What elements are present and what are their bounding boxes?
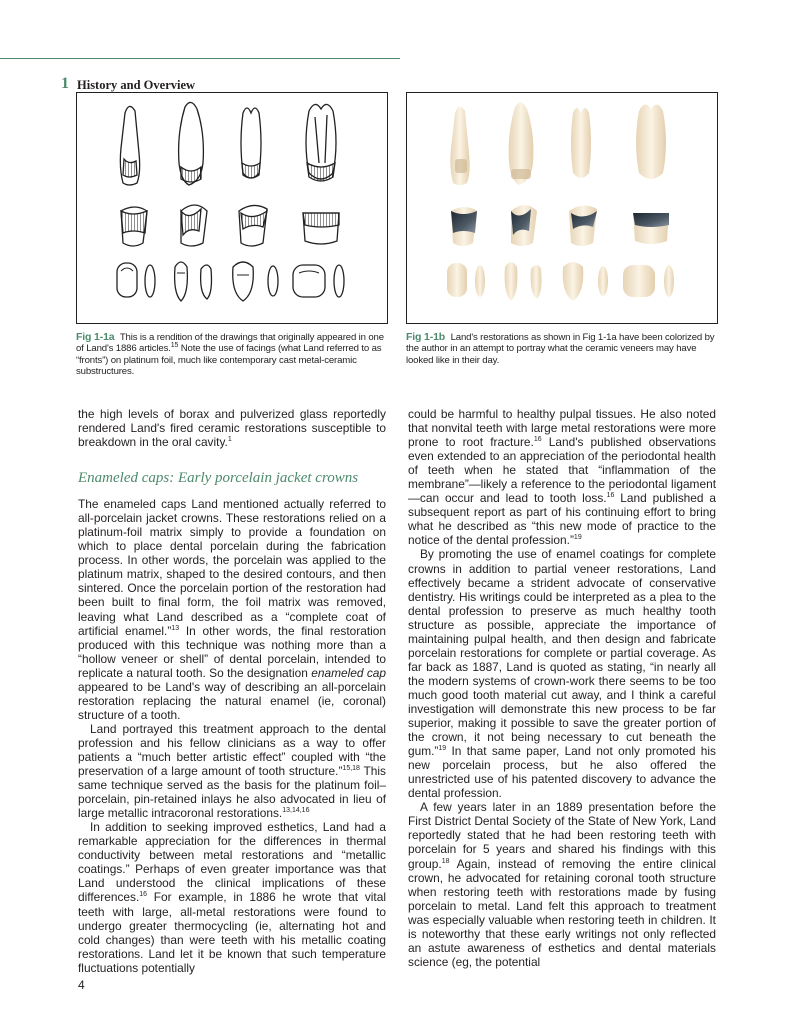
caption-text: This is a rendition of the drawings that originally appeared in one of Land's 1886 articles. [76, 332, 384, 355]
citation: 16 [533, 436, 542, 444]
paragraph [78, 497, 386, 722]
citation: 18 [441, 857, 450, 865]
text: The enameled caps Land mentioned actually referred to all-porcelain jacket crowns. These restorations relied on a platinum-foil matrix simply to provide a foundation on which to place dental porcelain during the fabrication process. In other words, the porcelain was applied to the platinum matrix, shaped to the desired contours, and then sintered. Once the porcelain portion of the restoration had been built to final form, the foil matrix was removed, leaving what Land described as a “complete coat of artificial enamel.” [78, 497, 386, 638]
text: This same technique served as the basis for the platinum foil–porcelain, pin-retained inlays he also advocated in lieu of large metallic intracoronal restorations. [78, 764, 386, 821]
text: For example, in 1886 he wrote that vital teeth with large, all-metal restorations were found to undergo greater thermocycling (ie, alternating hot and cold changes) than were teeth with his metallic coating restorations. Land let it be known that such temperature fluctuations potentially [78, 890, 386, 975]
section-heading: Enameled caps: Early porcelain jacket crowns [78, 470, 359, 487]
text: Land portrayed this treatment approach to the dental profession and his fellow clinicians as a way to offer patients a “much better artistic effect” coupled with “the preservation of a large amount of tooth structure.” [78, 721, 386, 779]
paragraph [408, 800, 716, 969]
figure-label: Fig 1-1b [406, 331, 446, 343]
text: In addition to seeking improved esthetics, Land had a remarkable appreciation for the differences in thermal conductivity between metal restorations and “metallic coatings.” Perhaps of even greater importance was that Land understood the clinical implications of these differences. [78, 820, 386, 905]
page-number: 4 [78, 978, 85, 992]
tooth-colorized-image [407, 93, 717, 323]
citation: 19 [438, 745, 447, 753]
left-column [78, 407, 386, 975]
citation: 15,18 [342, 765, 360, 773]
header-rule [0, 58, 400, 59]
figure-1-1a [76, 92, 388, 324]
chapter-number: 1 [61, 75, 69, 92]
figure-1-1b [406, 92, 718, 324]
paragraph [78, 722, 386, 820]
citation: 15 [170, 342, 179, 350]
paragraph [408, 407, 716, 547]
text: appeared to be Land's way of describing an all-porcelain restoration replacing the natural enamel (ie, coronal) structure of a tooth. [78, 679, 386, 722]
text: By promoting the use of enamel coatings for complete crowns in addition to partial veneer restorations, Land effectively became a strident advocate of conservative dentistry. His writings could be interpreted as a plea to the dental profession to preserve as much healthy tooth structure as possible, appreciate the importance of maintaining pulpal health, and then design and fabricate porcelain restorations for complete or partial coverage. As far back as 1887, Land is quoted as stating, “in nearly all the modern systems of crown-work there seems to be too much good tooth material cut away, and I think a careful investigation will demonstrate this new process to be far superior, making it possible to save the greater portion of the crown, it not being necessary to cut beneath the gum.” [408, 547, 716, 759]
citation: 19 [573, 534, 582, 542]
citation: 13 [171, 624, 180, 632]
emphasis: enameled cap [311, 665, 387, 680]
paragraph [408, 547, 716, 800]
text: A few years later in an 1889 presentation before the First District Dental Society of the State of New York, Land reportedly stated that he had been restoring teeth with porcelain for 5 years and shared his findings with this group. [408, 800, 716, 871]
citation: 16 [606, 492, 615, 500]
tooth-drawings-image [77, 93, 387, 323]
paragraph [78, 820, 386, 975]
figure-1-1b-caption [406, 332, 718, 366]
citation: 16 [139, 891, 148, 899]
citation: 1 [227, 436, 232, 444]
figure-label: Fig 1-1a [76, 331, 115, 343]
text: Land published a subsequent report as part of his continuing effort to bring what he described as “this new mode of practice to the notice of the dental profession.” [408, 491, 716, 548]
text: In other words, the final restoration produced with this technique was nothing more than a “hollow veneer or shell” of dental porcelain, intended to replicate a natural tooth. So the designation [78, 623, 386, 680]
text: the high levels of borax and pulverized glass reportedly rendered Land's fired ceramic restorations susceptible to breakdown in the oral cavity. [78, 407, 386, 450]
chapter-title: History and Overview [77, 78, 196, 92]
running-header [0, 36, 400, 92]
figure-1-1a-caption [76, 332, 388, 377]
citation: 13,14,16 [282, 807, 310, 815]
text: Land's published observations even extended to an appreciation of the periodontal health of teeth when he stated that “inflammation of the membrane”—likely a reference to the periodontal ligament—can occur and lead to tooth loss. [408, 435, 717, 506]
right-column [408, 407, 716, 969]
caption-text: Land's restorations as shown in Fig 1-1a have been colorized by the author in an attempt to portray what the ceramic veneers may have looked like in their day. [406, 332, 715, 366]
text: In that same paper, Land not only promoted his new porcelain process, but he also offered the unrestricted use of his patented discovery to advance the dental profession. [408, 744, 716, 801]
paragraph [78, 407, 386, 449]
caption-text: Note the use of facings (what Land referred to as “fronts”) on platinum foil, much like contemporary cast metal-ceramic substructures. [76, 343, 382, 377]
text: Again, instead of removing the entire clinical crown, he advocated for retaining coronal tooth structure when restoring teeth with restorations made by fusing porcelain to metal. Land felt this approach to treatment was especially valuable when restoring teeth in children. It is noteworthy that these early writings not only reflected an astute awareness of esthetics and dental materials science (eg, the potential [408, 856, 716, 969]
text: could be harmful to healthy pulpal tissues. He also noted that nonvital teeth with large metal restorations were more prone to root fracture. [408, 407, 716, 450]
